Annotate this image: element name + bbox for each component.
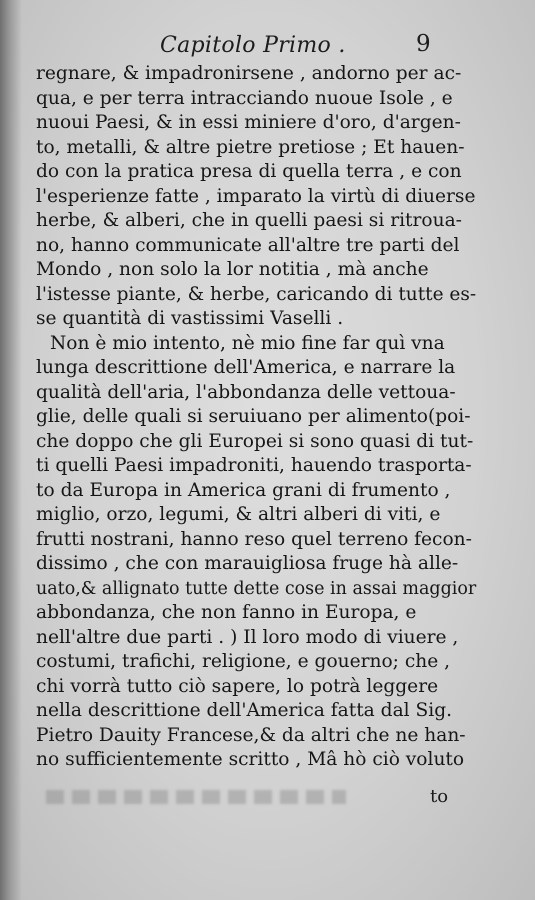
text-line: to da Europa in America grani di frumento ,: [36, 479, 451, 501]
text-line: nuoui Paesi, & in essi miniere d'oro, d'argen-: [36, 112, 461, 133]
text-line: to, metalli, & altre pietre pretiose ; Et hauen-: [36, 136, 465, 158]
text-line: herbe, & alberi, che in quelli paesi si ritroua-: [36, 210, 462, 231]
text-line: che doppo che gli Europei si sono quasi di tut-: [36, 430, 474, 452]
text-line: no sufficientemente scritto , Mâ hò ciò voluto: [36, 749, 465, 770]
text-line: regnare, & impadronirsene , andorno per ac-: [36, 63, 462, 84]
text-line: abbondanza, che non fanno in Europa, e: [36, 602, 417, 623]
text-line: l'istesse piante, & herbe, caricando di tutte es-: [36, 283, 477, 305]
text-line: ti quelli Paesi impadroniti, hauendo trasporta-: [36, 455, 472, 476]
text-line: chi vorrà tutto ciò sapere, lo potrà leggere: [36, 675, 439, 697]
text-line: costumi, trafichi, religione, e gouerno; che ,: [36, 651, 451, 672]
text-line: uato,& allignato tutte dette cose in assai maggior: [36, 578, 477, 599]
running-title: Capitolo Primo .: [160, 33, 346, 58]
text-line: Pietro Dauity Francese,& da altri che ne han-: [36, 724, 466, 746]
show-through-ink: [46, 790, 346, 804]
body-text: [36, 62, 476, 773]
page-header: [0, 33, 535, 63]
text-line: qualità dell'aria, l'abbondanza delle vettoua-: [36, 381, 456, 403]
text-line: nella descrittione dell'America fatta dal Sig.: [36, 700, 453, 721]
text-line: do con la pratica presa di quella terra , e con: [36, 161, 462, 182]
text-line: no, hanno communicate all'altre tre parti del: [36, 234, 460, 256]
text-line: miglio, orzo, legumi, & altri alberi di viti, e: [36, 504, 441, 525]
text-line: Mondo , non solo la lor notitia , mà anche: [36, 259, 429, 280]
text-line: se quantità di vastissimi Vaselli .: [36, 308, 344, 329]
text-line: glie, delle quali si seruiuano per alimento(poi-: [36, 406, 471, 427]
text-line: frutti nostrani, hanno reso quel terreno fecon-: [36, 528, 472, 550]
page-gutter-shadow: [0, 0, 22, 900]
text-line: nell'altre due parti . ) Il loro modo di viuere ,: [36, 626, 459, 648]
text-line: l'esperienze fatte , imparato la virtù di diuerse: [36, 185, 476, 207]
text-line: dissimo , che con marauigliosa fruge hà alle-: [36, 553, 459, 574]
catchword: to: [430, 786, 449, 807]
text-line: qua, e per terra intracciando nuoue Isole , e: [36, 87, 453, 109]
page-number: 9: [416, 31, 431, 57]
text-line: lunga descrittione dell'America, e narrare la: [36, 357, 456, 378]
paragraph-start-line: Non è mio intento, nè mio fine far quì vna: [50, 332, 445, 354]
